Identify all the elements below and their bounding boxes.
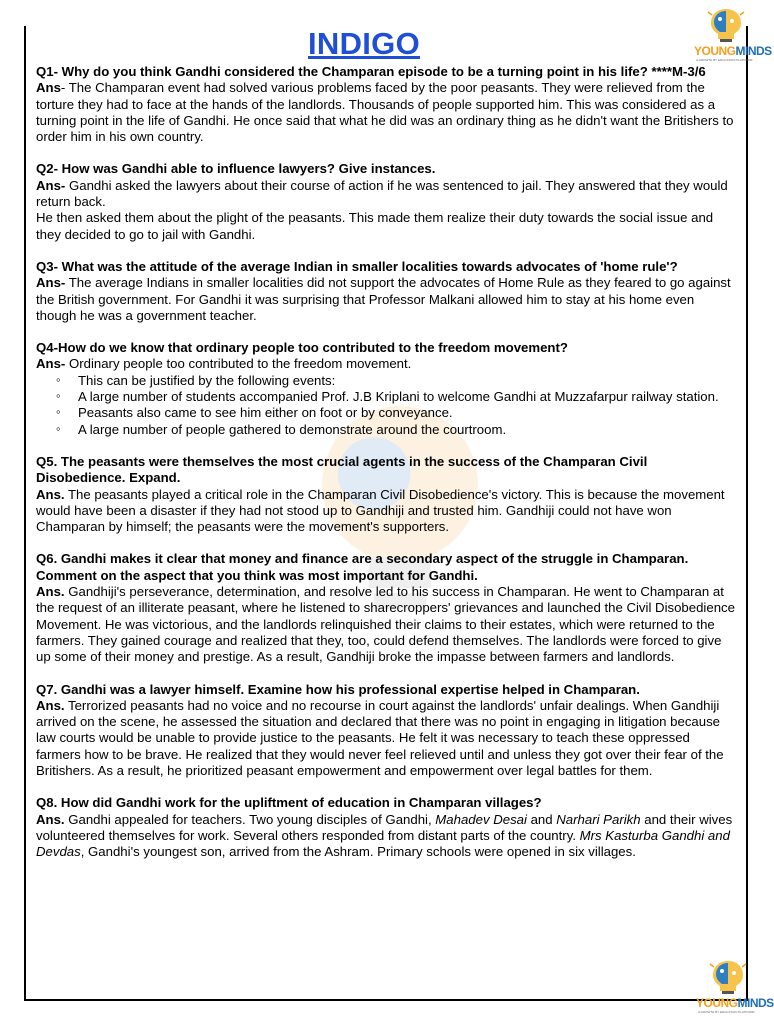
answer-continued: He then asked them about the plight of the peasants. This made them realize their duty towards the social issue and they decided to go to jail with Gandhi. <box>36 210 714 242</box>
list-item: ◦ This can be justified by the following events: <box>78 373 736 389</box>
question: Q6. Gandhi makes it clear that money and finance are a secondary aspect of the struggle in Champaran. Comment on the aspect that you think was most important for Gandhi. <box>36 551 689 583</box>
answer <box>36 80 736 145</box>
answer-label: Ans. <box>36 486 65 502</box>
qa-block-8 <box>36 795 736 860</box>
answer-name: Mrs Kasturba Gandhi and Devdas <box>36 827 730 860</box>
answer <box>36 178 736 211</box>
brand-word-minds: MINDS <box>735 44 772 58</box>
bullet-list <box>36 373 736 438</box>
brand-word-minds: MINDS <box>737 996 774 1010</box>
answer <box>36 812 736 861</box>
brand-word-young: YOUNG <box>694 44 736 58</box>
question: Q1- Why do you think Gandhi considered the Champaran episode to be a turning point in his life? ****M-3/6 <box>36 64 706 79</box>
qa-block-5 <box>36 454 736 535</box>
answer <box>36 487 736 536</box>
answer-text: The average Indians in smaller localities did not support the advocates of Home Rule as they feared to go against the British government. For Gandhi it was surprising that Professor Malkani allowed him to stay at his home even though he was a government teacher. <box>36 275 731 323</box>
answer-text: Ordinary people too contributed to the freedom movement. <box>65 356 412 372</box>
question: Q3- What was the attitude of the average Indian in smaller localities towards advocates of 'home rule'? <box>36 258 678 274</box>
qa-content <box>36 64 736 860</box>
qa-block-1 <box>36 64 736 145</box>
answer-text: and <box>526 811 557 827</box>
answer-text: Gandhi appealed for teachers. Two young disciples of Gandhi, <box>64 811 436 827</box>
answer-label: Ans. <box>36 697 65 713</box>
answer <box>36 356 736 372</box>
question: Q7. Gandhi was a lawyer himself. Examine how his professional expertise helped in Champaran. <box>36 681 640 697</box>
answer-text: - The Champaran event had solved various problems faced by the poor peasants. They were relieved from the torture they had to face at the hands of the landlords. Thousands of people supported him. This was considered as a turning point in the life of Gandhi. He once said that what he did was an ordinary thing as he didn't want the Britishers to order him in his own country. <box>36 80 734 145</box>
qa-block-3 <box>36 259 736 324</box>
answer-name: Narhari Parikh <box>556 811 641 827</box>
answer-label: Ans- <box>36 177 66 193</box>
answer <box>36 275 736 324</box>
qa-block-6 <box>36 551 736 665</box>
question: Q8. How did Gandhi work for the upliftment of education in Champaran villages? <box>36 795 542 811</box>
answer-name: Mahadev Desai <box>435 811 527 827</box>
answer-label: Ans- <box>36 356 66 372</box>
answer-text: Gandhi asked the lawyers about their course of action if he was sentenced to jail. They answered that they would return back. <box>36 177 728 210</box>
list-item: ◦ A large number of people gathered to demonstrate around the courtroom. <box>78 422 736 438</box>
qa-block-4 <box>36 340 736 438</box>
answer-text: and their wives volunteered themselves for work. Several others responded from distant parts of the country. <box>36 811 733 843</box>
answer-text: Gandhiji's perseverance, determination, and resolve led to his success in Champaran. He went to Champaran at the request of an illiterate peasant, where he listened to sharecroppers' grievances and launched the Civil Disobedience Movement. He was victorious, and the landlords relinquished their claims to their estates, which were returned to the farmers. They gained courage and realized that they, too, could defend themselves. The landlords were forced to give up some of their money and prestige. As a result, Gandhiji broke the impasse between farmers and landlords. <box>36 584 735 665</box>
question: Q4-How do we know that ordinary people too contributed to the freedom movement? <box>36 340 568 356</box>
brand-word-young: YOUNG <box>696 996 738 1010</box>
brain-bulb-icon <box>708 958 748 996</box>
brain-bulb-icon <box>706 6 746 44</box>
brand-tagline: A GROWTH BY EDUCATION PLATFORM <box>696 58 753 62</box>
answer-label: Ans <box>36 80 61 96</box>
answer-label: Ans. <box>36 584 65 600</box>
answer-label: Ans- <box>36 275 66 291</box>
brand-logo <box>690 6 772 66</box>
question: Q2- How was Gandhi able to influence lawyers? Give instances. <box>36 161 436 177</box>
qa-block-2 <box>36 161 736 242</box>
qa-block-7 <box>36 682 736 780</box>
brand-logo-footer <box>692 958 774 1018</box>
answer-text: Terrorized peasants had no voice and no recourse in court against the landlords' unfair dealings. When Gandhiji arrived on the scene, he assessed the situation and declared that there was no point in engaging in litigation because law courts would be unable to provide justice to the peasants. He felt it was necessary to teach these oppressed farmers how to be brave. He realized that they would never feel relieved until and unless they got over their fear of the Britishers. As a result, he prioritized peasant empowerment and empowerment over legal battles for them. <box>36 697 724 778</box>
brand-tagline: A GROWTH BY EDUCATION PLATFORM <box>698 1010 755 1014</box>
answer-text: , Gandhi's youngest son, arrived from the Ashram. Primary schools were opened in six villages. <box>80 844 636 860</box>
answer-text: The peasants played a critical role in the Champaran Civil Disobedience's victory. This is because the movement would have been a disaster if they had not stood up to Gandhiji and trusted him. Gandhiji could not have won Champaran by himself; the peasants were the movement's supporters. <box>36 486 725 535</box>
question: Q5. The peasants were themselves the most crucial agents in the success of the Champaran Civil Disobedience. Expand. <box>36 453 648 486</box>
answer-label: Ans. <box>36 811 65 827</box>
list-item: ◦ Peasants also came to see him either on foot or by conveyance. <box>78 405 736 421</box>
page-title: INDIGO <box>307 26 421 61</box>
list-item: ◦ A large number of students accompanied Prof. J.B Kriplani to welcome Gandhi at Muzzafarpur railway station. <box>78 389 736 405</box>
answer <box>36 698 736 779</box>
answer <box>36 584 736 665</box>
